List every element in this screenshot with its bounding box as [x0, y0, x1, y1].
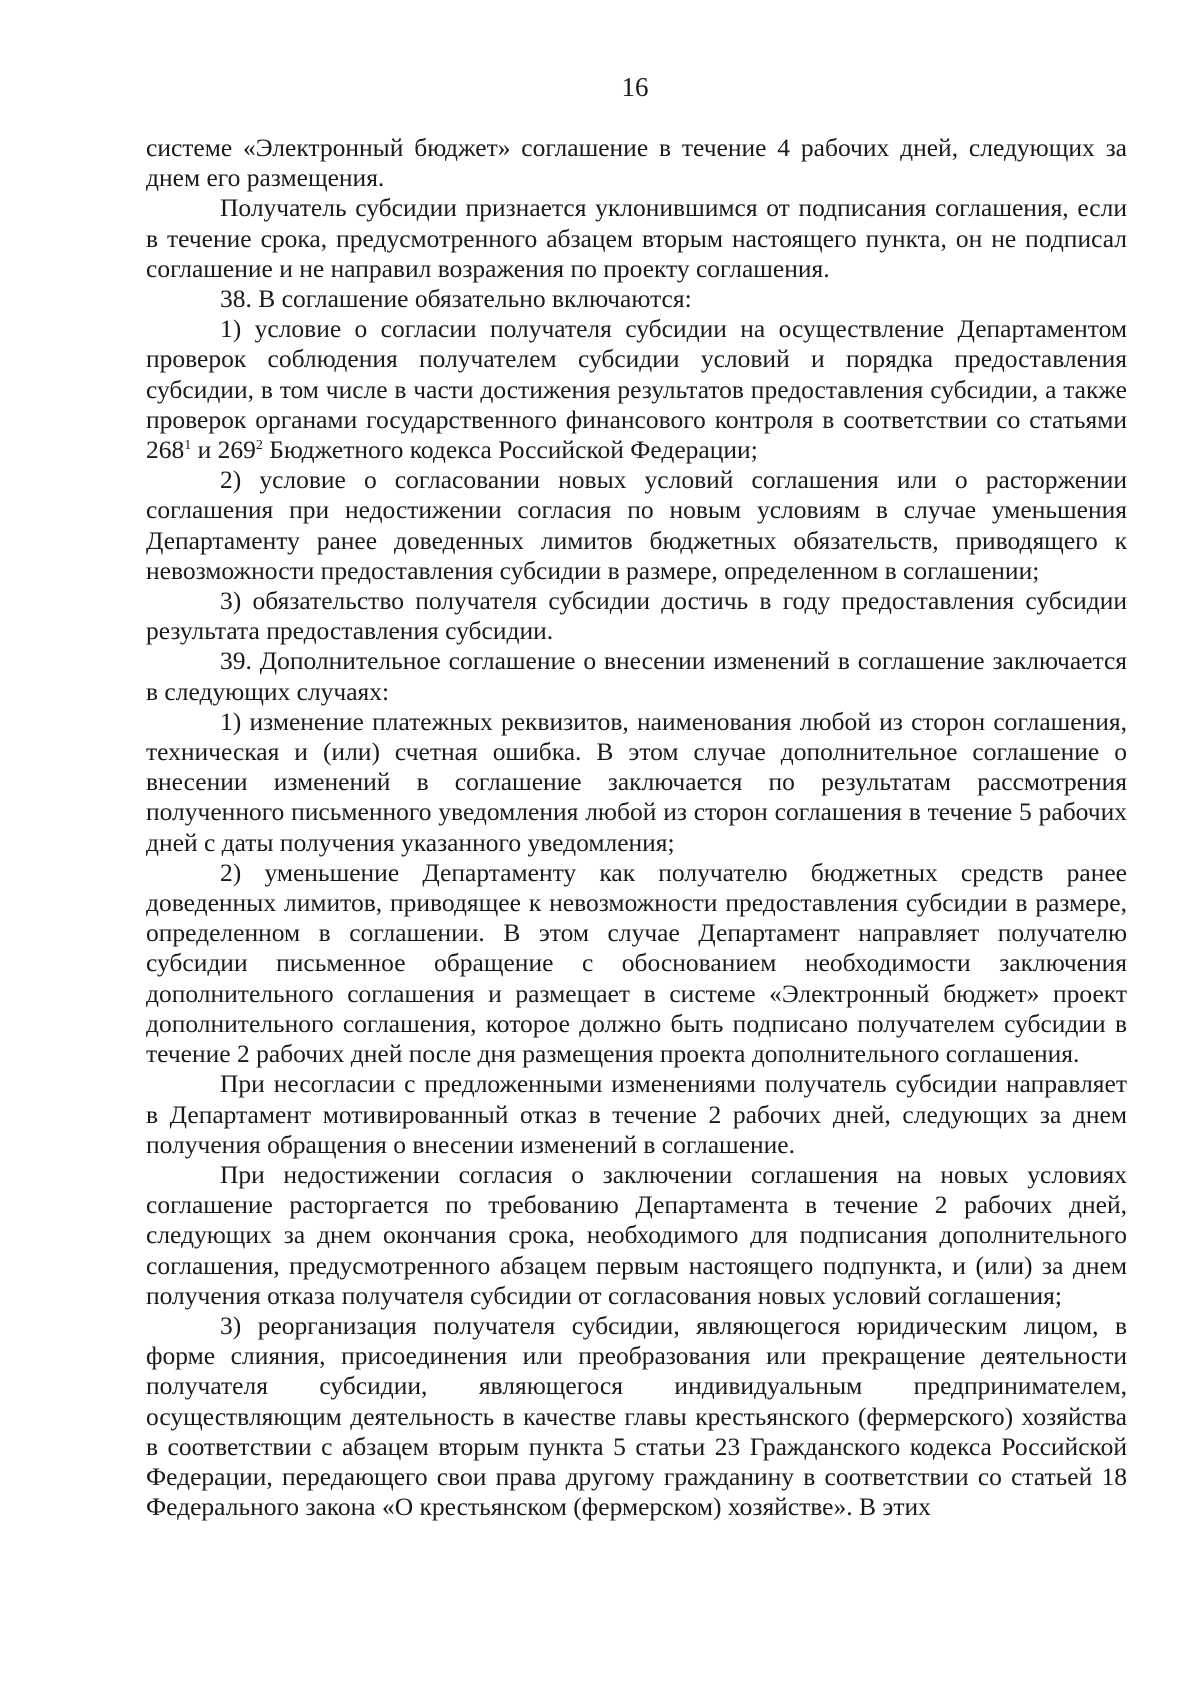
page-number: 16 [621, 72, 649, 102]
clause-38-item-1-conj: и 269 [191, 435, 256, 465]
superscript-1: 1 [184, 438, 192, 454]
clause-38-item-3: 3) обязательство получателя субсидии достичь в году предоставления субсидии результата предоставления субсидии. [146, 586, 1127, 646]
clause-38-item-1 [146, 314, 1127, 465]
document-body [146, 133, 1127, 1522]
clause-38-item-1-tail: Бюджетного кодекса Российской Федерации; [262, 435, 758, 465]
paragraph-disagreement: При несогласии с предложенными изменениями получатель субсидии направляет в Департамент мотивированный отказ в течение 2 рабочих дней, следующих за днем получения обращения о внесении изменений в соглашение. [146, 1069, 1127, 1159]
superscript-2: 2 [255, 438, 263, 454]
clause-38-item-1-text: 1) условие о согласии получателя субсидии на осуществление Департаментом проверок соблюдения получателем субсидии условий и порядка предоставления субсидии, в том числе в части достижения результатов предоставления субсидии, а также проверок органами государственного финансового контроля в соответствии со статьями 268 [146, 314, 1127, 465]
paragraph-evasion-rule: Получатель субсидии признается уклонившимся от подписания соглашения, если в течение срока, предусмотренного абзацем вторым настоящего пункта, он не подписал соглашение и не направил возражения по проекту соглашения. [146, 193, 1127, 283]
clause-39-item-3: 3) реорганизация получателя субсидии, являющегося юридическим лицом, в форме слияния, присоединения или преобразования или прекращение деятельности получателя субсидии, являющегося индивидуальным предпринимателем, осуществляющим деятельность в качестве главы крестьянского (фермерского) хозяйства в соответствии с абзацем вторым пункта 5 статьи 23 Гражданского кодекса Российской Федерации, передающего свои права другому гражданину в соответствии со статьей 18 Федерального закона «О крестьянском (фермерском) хозяйстве». В этих [146, 1310, 1127, 1522]
paragraph-continuation: системе «Электронный бюджет» соглашение в течение 4 рабочих дней, следующих за днем его размещения. [146, 133, 1127, 193]
paragraph-termination: При недостижении согласия о заключении соглашения на новых условиях соглашение расторгается по требованию Департамента в течение 2 рабочих дней, следующих за днем окончания срока, необходимого для подписания дополнительного соглашения, предусмотренного абзацем первым настоящего подпункта, и (или) за днем получения отказа получателя субсидии от согласования новых условий соглашения; [146, 1159, 1127, 1310]
clause-39-item-2: 2) уменьшение Департаменту как получателю бюджетных средств ранее доведенных лимитов, приводящее к невозможности предоставления субсидии в размере, определенном в соглашении. В этом случае Департамент направляет получателю субсидии письменное обращение с обоснованием необходимости заключения дополнительного соглашения и размещает в системе «Электронный бюджет» проект дополнительного соглашения, которое должно быть подписано получателем субсидии в течение 2 рабочих дней после дня размещения проекта дополнительного соглашения. [146, 857, 1127, 1069]
clause-39-item-1: 1) изменение платежных реквизитов, наименования любой из сторон соглашения, техническая и (или) счетная ошибка. В этом случае дополнительное соглашение о внесении изменений в соглашение заключается по результатам рассмотрения полученного письменного уведомления любой из сторон соглашения в течение 5 рабочих дней с даты получения указанного уведомления; [146, 706, 1127, 857]
clause-38-item-2: 2) условие о согласовании новых условий соглашения или о расторжении соглашения при недостижении согласия по новым условиям в случае уменьшения Департаменту ранее доведенных лимитов бюджетных обязательств, приводящего к невозможности предоставления субсидии в размере, определенном в соглашении; [146, 465, 1127, 585]
clause-38-heading: 38. В соглашение обязательно включаются: [220, 284, 692, 314]
clause-39-heading: 39. Дополнительное соглашение о внесении изменений в соглашение заключается в следующих случаях: [146, 646, 1127, 706]
